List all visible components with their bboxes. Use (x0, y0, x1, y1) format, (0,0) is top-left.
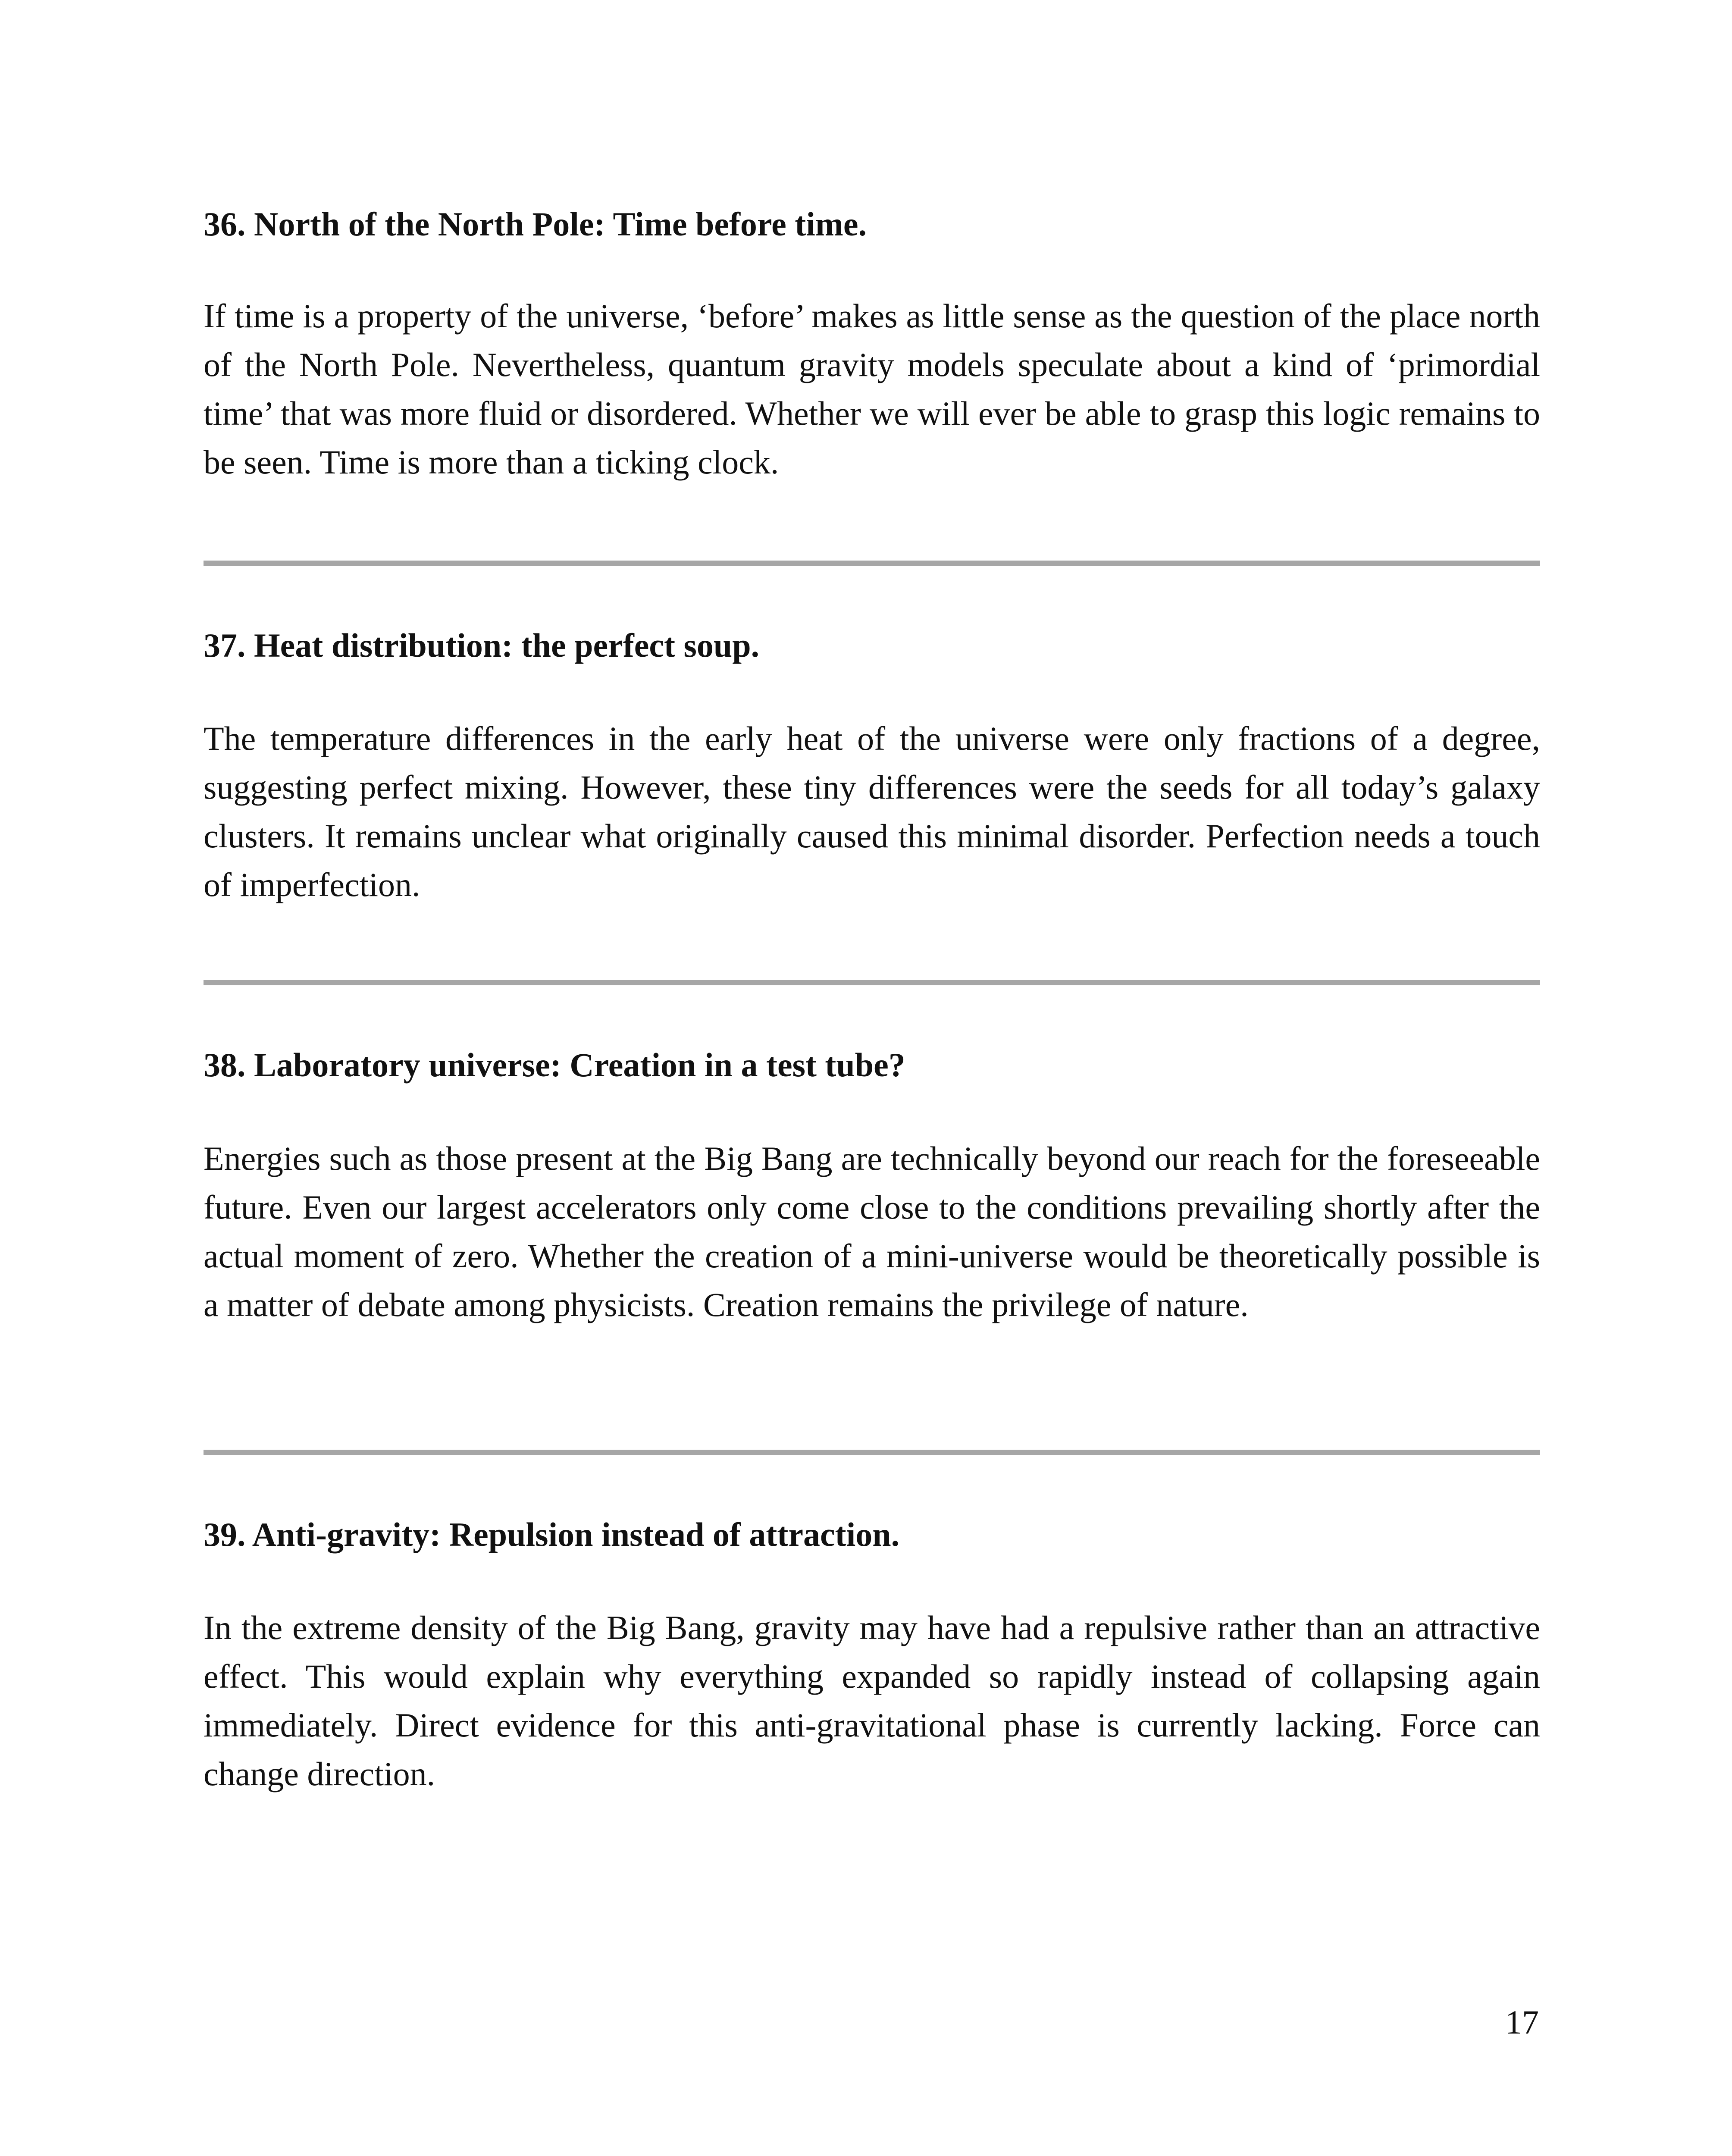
section-39-heading: 39. Anti-gravity: Repulsion instead of attraction. (204, 1516, 900, 1553)
section-38-heading: 38. Laboratory universe: Creation in a test tube? (204, 1046, 905, 1084)
section-36-heading: 36. North of the North Pole: Time before time. (204, 205, 867, 243)
section-39-body: In the extreme density of the Big Bang, gravity may have had a repulsive rather than an attractive effect. This would explain why everything expanded so rapidly instead of collapsing again immediately. Direct evidence for this anti-gravitational phase is currently lacking. Force can change direction. (204, 1609, 1540, 1792)
section-divider (204, 561, 1540, 566)
page-number: 17 (1505, 2003, 1539, 2041)
section-38-body: Energies such as those present at the Big Bang are technically beyond our reach for the foreseeable future. Even our largest accelerators only come close to the conditions prevailing shortly after the actual moment of zero. Whether the creation of a mini-universe would be theoretically possible is a matter of debate among physicists. Creation remains the privilege of nature. (204, 1140, 1540, 1323)
section-37-body: The temperature differences in the early heat of the universe were only fractions of a degree, suggesting perfect mixing. However, these tiny differences were the seeds for all today’s galaxy clusters. It remains unclear what originally caused this minimal disorder. Perfection needs a touch of imperfection. (204, 720, 1540, 903)
section-divider (204, 1450, 1540, 1455)
section-37-heading: 37. Heat distribution: the perfect soup. (204, 627, 760, 664)
section-36-body: If time is a property of the universe, ‘before’ makes as little sense as the question of the place north of the North Pole. Nevertheless, quantum gravity models speculate about a kind of ‘primordial time’ that was more fluid or disordered. Whether we will ever be able to grasp this logic remains to be seen. Time is more than a ticking clock. (204, 297, 1540, 481)
section-divider (204, 980, 1540, 985)
